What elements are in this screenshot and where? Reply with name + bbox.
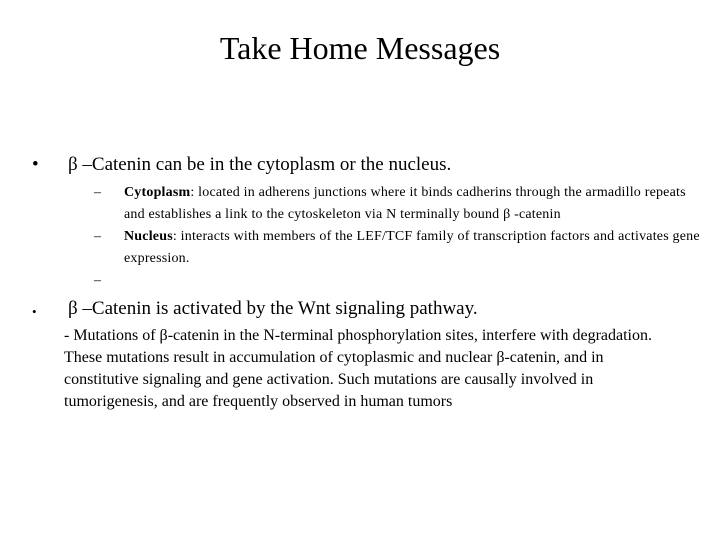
sub-item-label: Cytoplasm — [124, 185, 191, 200]
sub-item-text: : located in adherens junctions where it binds cadherins through the armadillo repeats and establishes a link to the cytoskeleton via N terminally bound β -catenin — [124, 185, 686, 222]
sub-item-text: : interacts with members of the LEF/TCF family of transcription factors and activates gene expression. — [124, 229, 700, 266]
dash-marker: – — [94, 185, 102, 200]
bullet-text: β –Catenin can be in the cytoplasm or the nucleus. — [68, 154, 452, 175]
slide-title: Take Home Messages — [219, 30, 501, 66]
dash-marker: – — [94, 229, 102, 244]
sub-item-label: Nucleus — [124, 229, 173, 244]
bullet-marker: • — [32, 154, 39, 175]
bullet-marker: • — [32, 304, 37, 319]
mutations-paragraph: - Mutations of β-catenin in the N-terminal phosphorylation sites, interfere with degradation. These mutations result in accumulation of cytoplasmic and nuclear β-catenin, and in constitutive signaling and gene activation. Such mutations are causally involved in tumorigenesis, and are frequently observed in human tumors — [64, 327, 652, 410]
bullet-text: β –Catenin is activated by the Wnt signaling pathway. — [68, 298, 478, 319]
dash-marker: – — [94, 273, 102, 288]
